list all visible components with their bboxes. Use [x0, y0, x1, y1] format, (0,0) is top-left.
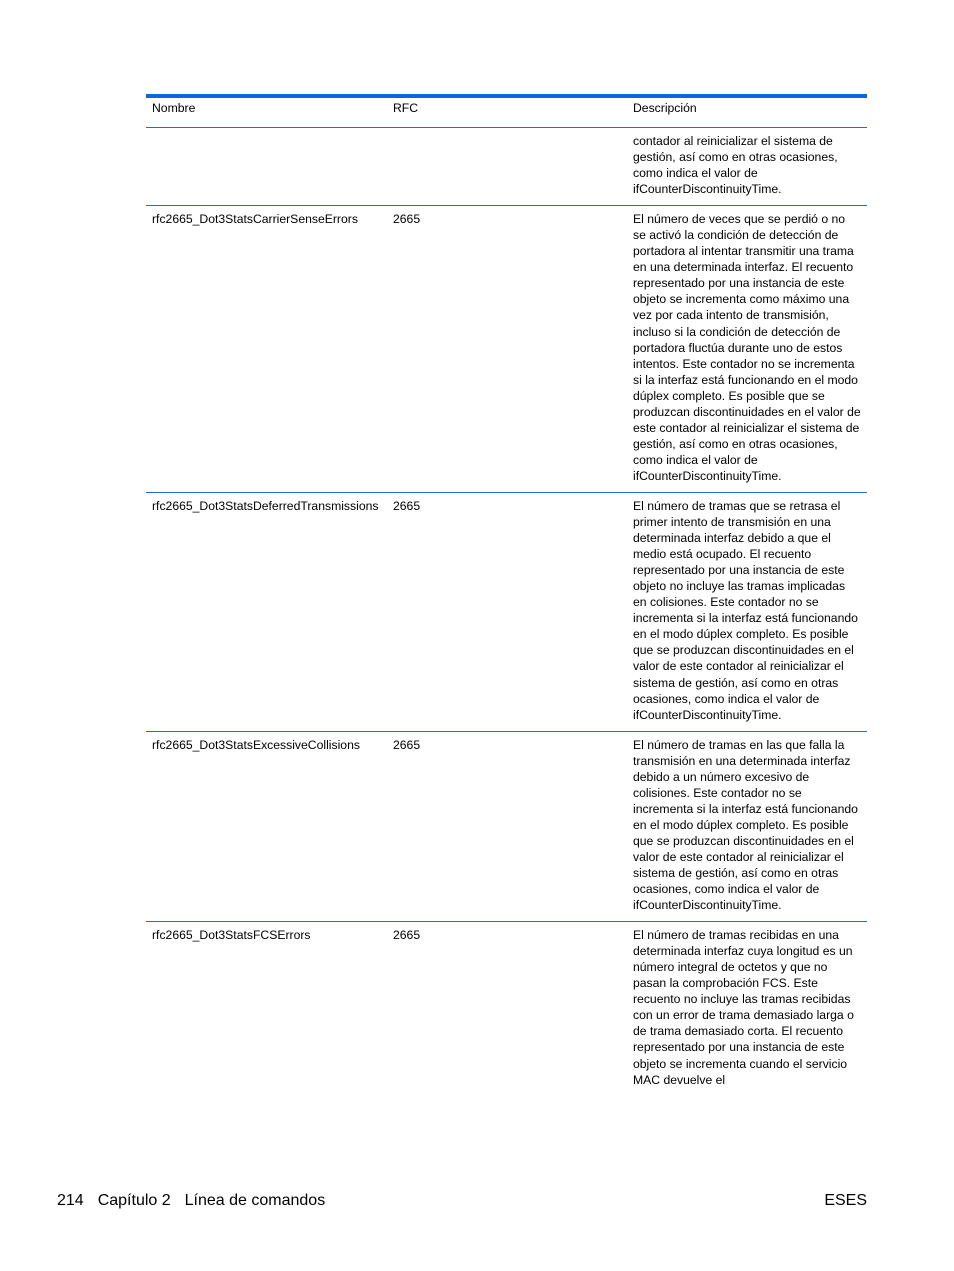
parameter-table [146, 94, 867, 1096]
locale-code: ESES [824, 1192, 867, 1209]
page-footer-left [57, 1192, 325, 1210]
table-row [146, 128, 867, 206]
row-rfc: 2665 [393, 928, 421, 943]
row-rfc: 2665 [393, 737, 421, 752]
table-row [146, 493, 867, 732]
row-description: El número de tramas que se retrasa el primer intento de transmisión en una determinada interfaz debido a que el medio está ocupado. El recuento representado por una instancia de este objeto no incluye las tramas implicadas en colisiones. Este contador no se incrementa si la interfaz está funcionando en el modo dúplex completo. Es posible que se produzcan discontinuidades en el valor de este contador al reinicializar el sistema de gestión, así como en otras ocasiones, como indica el valor de ifCounterDiscontinuityTime. [633, 498, 858, 722]
table-row [146, 922, 867, 1095]
row-rfc: 2665 [393, 498, 421, 513]
row-name: rfc2665_Dot3StatsFCSErrors [152, 928, 311, 943]
header-description: Descripción [633, 101, 697, 116]
row-rfc [387, 128, 627, 205]
section-title: Línea de comandos [184, 1192, 326, 1209]
row-name: rfc2665_Dot3StatsDeferredTransmissions [152, 498, 379, 513]
header-rfc: RFC [393, 101, 419, 116]
table-row [146, 732, 867, 923]
row-name: rfc2665_Dot3StatsExcessiveCollisions [152, 737, 360, 752]
table-header-row [146, 98, 867, 128]
page-number: 214 [57, 1192, 84, 1209]
row-rfc: 2665 [393, 212, 421, 227]
row-description: contador al reinicializar el sistema de gestión, así como en otras ocasiones, como indica el valor de ifCounterDiscontinuityTime. [633, 134, 838, 197]
row-name: rfc2665_Dot3StatsCarrierSenseErrors [152, 212, 358, 227]
row-description: El número de tramas en las que falla la transmisión en una determinada interfaz debido a un número excesivo de colisiones. Este contador no se incrementa si la interfaz está funcionando en el modo dúplex completo. Es posible que se produzcan discontinuidades en el valor de este contador al reinicializar el sistema de gestión, así como en otras ocasiones, como indica el valor de ifCounterDiscontinuityTime. [633, 737, 858, 913]
row-name [146, 128, 387, 205]
chapter-label: Capítulo 2 [97, 1192, 171, 1209]
header-name: Nombre [152, 101, 196, 116]
row-description: El número de tramas recibidas en una determinada interfaz cuya longitud es un número integral de octetos y que no pasan la comprobación FCS. Este recuento no incluye las tramas recibidas con un error de trama demasiado larga o de trama demasiado corta. El recuento representado por una instancia de este objeto se incrementa cuando el servicio MAC devuelve el [633, 928, 854, 1087]
table-row [146, 206, 867, 493]
row-description: El número de veces que se perdió o no se activó la condición de detección de portadora al intentar transmitir una trama en una determinada interfaz. El recuento representado por una instancia de este objeto se incrementa como máximo una vez por cada intento de transmisión, incluso si la condición de detección de portadora fluctúa durante uno de estos intentos. Este contador no se incrementa si la interfaz está funcionando en el modo dúplex completo. Es posible que se produzcan discontinuidades en el valor de este contador al reinicializar el sistema de gestión, así como en otras ocasiones, como indica el valor de ifCounterDiscontinuityTime. [633, 212, 861, 483]
